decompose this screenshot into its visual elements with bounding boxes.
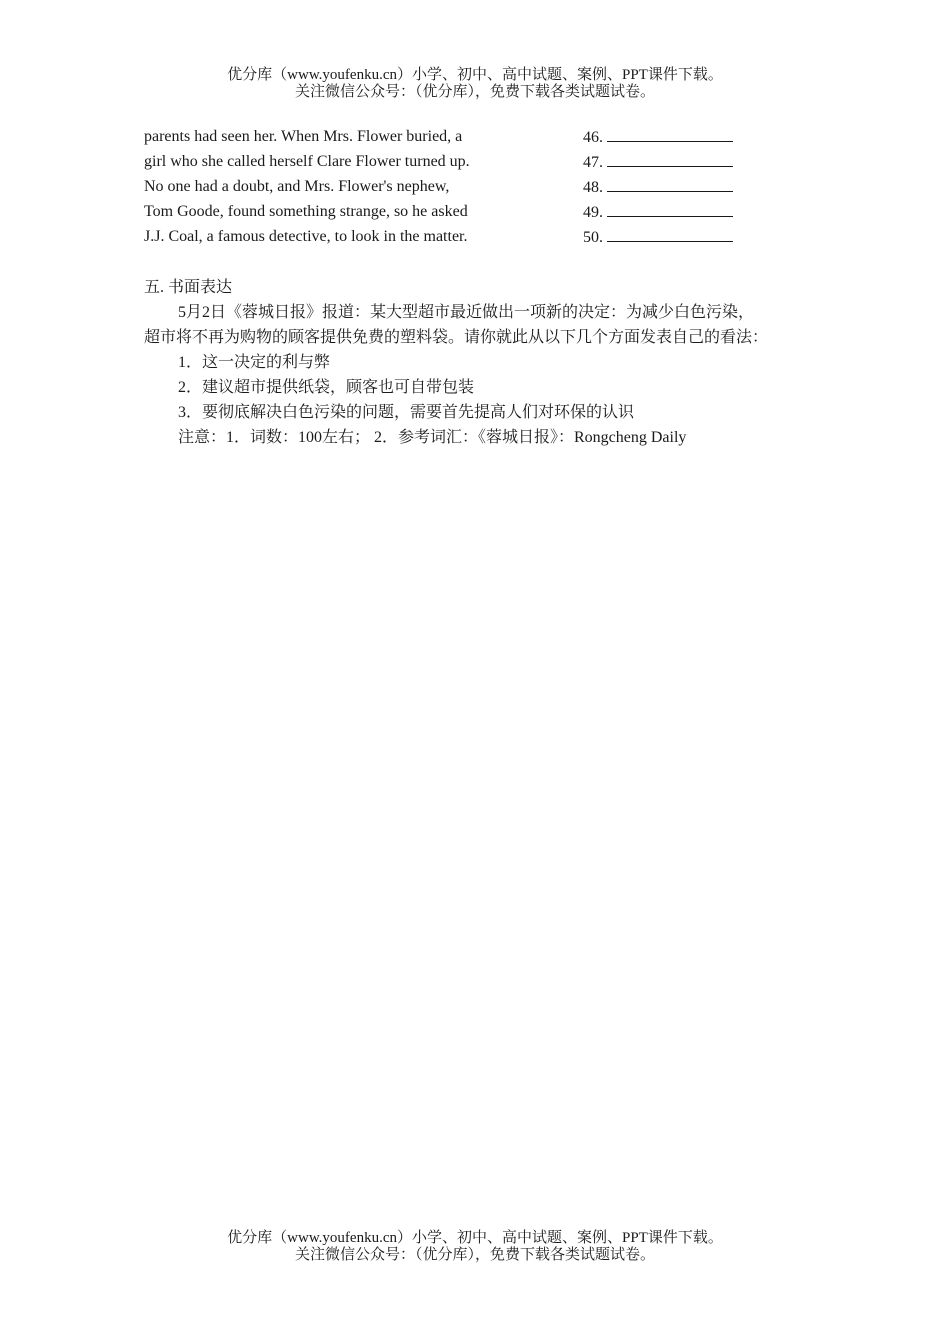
answer-blank <box>583 176 733 199</box>
blank-line <box>607 201 733 217</box>
passage-line: parents had seen her. When Mrs. Flower buried, a <box>144 128 463 145</box>
cloze-passage <box>144 126 764 251</box>
writing-point: 1．这一决定的利与弊 <box>178 354 331 371</box>
writing-prompt-line-1: 5月2日《蓉城日报》报道：某大型超市最近做出一项新的决定：为减少白色污染， <box>178 304 755 321</box>
blank-number: 50. <box>583 229 603 246</box>
footer-line-2: 关注微信公众号：（优分库），免费下载各类试题试卷。 <box>294 1247 655 1263</box>
header-line-1: 优分库（www.youfenku.cn）小学、初中、高中试题、案例、PPT课件下载。 <box>227 67 723 83</box>
footer-line-1: 优分库（www.youfenku.cn）小学、初中、高中试题、案例、PPT课件下载。 <box>227 1230 723 1246</box>
page-header <box>0 67 950 101</box>
answer-blank <box>583 226 733 249</box>
page-footer <box>0 1230 950 1264</box>
passage-row <box>144 201 764 226</box>
blank-number: 47. <box>583 154 603 171</box>
blank-line <box>607 226 733 242</box>
writing-section <box>144 275 814 450</box>
passage-row <box>144 126 764 151</box>
writing-note: 注意：1．词数：100左右； 2．参考词汇：《蓉城日报》：Rongcheng Daily <box>178 429 687 446</box>
blank-number: 46. <box>583 129 603 146</box>
passage-line: No one had a doubt, and Mrs. Flower's nephew, <box>144 178 450 195</box>
answer-blank <box>583 151 733 174</box>
writing-point: 2．建议超市提供纸袋，顾客也可自带包装 <box>178 379 475 396</box>
answer-blank <box>583 126 733 149</box>
writing-point: 3．要彻底解决白色污染的问题，需要首先提高人们对环保的认识 <box>178 404 635 421</box>
passage-line: Tom Goode, found something strange, so he asked <box>144 203 468 220</box>
passage-line: J.J. Coal, a famous detective, to look in the matter. <box>144 228 468 245</box>
passage-row <box>144 226 764 251</box>
answer-blank <box>583 201 733 224</box>
blank-line <box>607 176 733 192</box>
header-line-2: 关注微信公众号：（优分库），免费下载各类试题试卷。 <box>294 84 655 100</box>
passage-row <box>144 176 764 201</box>
blank-number: 48. <box>583 179 603 196</box>
writing-prompt-line-2: 超市将不再为购物的顾客提供免费的塑料袋。请你就此从以下几个方面发表自己的看法： <box>144 329 769 346</box>
passage-line: girl who she called herself Clare Flower turned up. <box>144 153 470 170</box>
section-title: 五. 书面表达 <box>144 279 233 296</box>
blank-line <box>607 126 733 142</box>
blank-line <box>607 151 733 167</box>
blank-number: 49. <box>583 204 603 221</box>
passage-row <box>144 151 764 176</box>
